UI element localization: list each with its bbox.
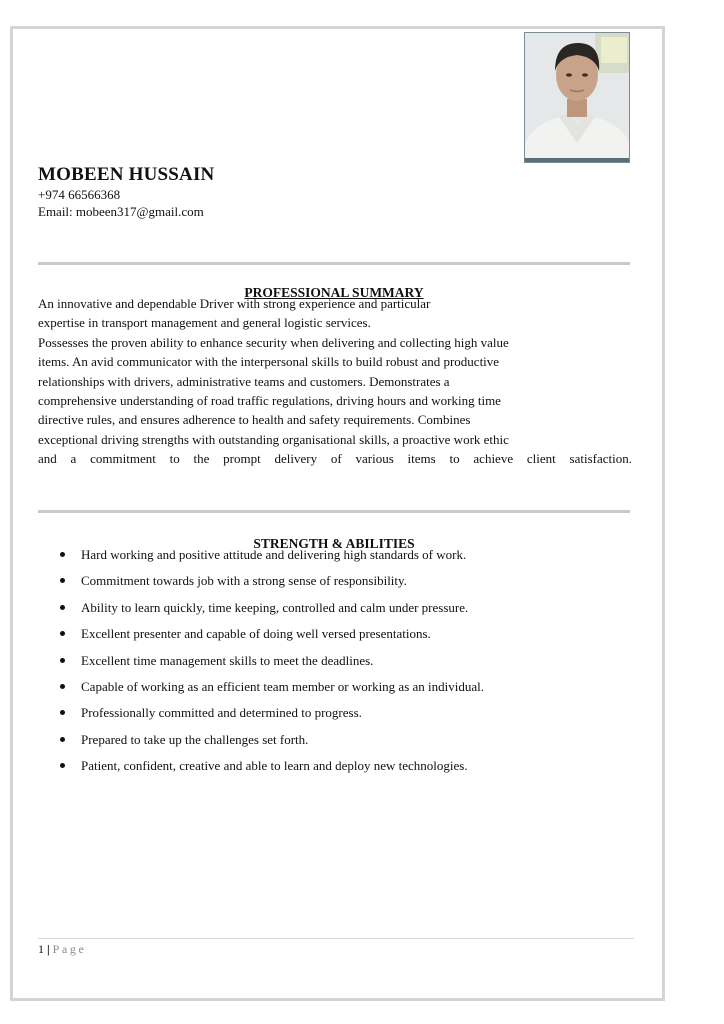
summary-line: directive rules, and ensures adherence to health and safety requirements. Combines (38, 412, 471, 428)
summary-line: expertise in transport management and general logistic services. (38, 315, 371, 331)
section-divider (38, 262, 630, 265)
page-number: 1 (38, 942, 44, 956)
page-label: Page (52, 942, 87, 956)
bullet-icon (60, 684, 65, 689)
summary-line: exceptional driving strengths with outstanding organisational skills, a proactive work ethic (38, 431, 509, 447)
summary-line: An innovative and dependable Driver with strong experience and particular (38, 296, 431, 311)
resume-header (38, 164, 214, 220)
list-item-text: Ability to learn quickly, time keeping, controlled and calm under pressure. (81, 599, 469, 615)
page-footer (38, 941, 86, 957)
email-address: Email: mobeen317@gmail.com (38, 204, 204, 219)
list-item (57, 731, 484, 757)
summary-line: and a commitment to the prompt delivery of various items to achieve client satisfaction. (38, 451, 632, 467)
person-photo-icon (525, 33, 629, 162)
summary-line: items. An avid communicator with the interpersonal skills to build robust and productive (38, 354, 500, 370)
list-item-text: Excellent presenter and capable of doing well versed presentations. (81, 626, 431, 642)
professional-summary (38, 294, 632, 469)
list-item-text: Patient, confident, creative and able to learn and deploy new technologies. (81, 758, 468, 774)
list-item-text: Excellent time management skills to meet the deadlines. (81, 652, 374, 668)
list-item-text: Prepared to take up the challenges set forth. (81, 731, 309, 747)
list-item-text: Commitment towards job with a strong sense of responsibility. (81, 573, 407, 589)
list-item (57, 757, 484, 783)
bullet-icon (60, 605, 65, 610)
bullet-icon (60, 552, 65, 557)
strengths-heading: STRENGTH & ABILITIES (253, 536, 415, 551)
phone-number: +974 66566368 (38, 187, 121, 202)
list-item (57, 652, 484, 678)
list-item (57, 704, 484, 730)
bullet-icon (60, 763, 65, 768)
list-item-text: Capable of working as an efficient team member or working as an individual. (81, 678, 484, 694)
footer-separator: | (47, 942, 50, 956)
candidate-name: MOBEEN HUSSAIN (38, 164, 215, 185)
list-item-text: Professionally committed and determined to progress. (81, 705, 362, 721)
bullet-icon (60, 710, 65, 715)
summary-line: comprehensive understanding of road traffic regulations, driving hours and working time (38, 393, 501, 409)
bullet-icon (60, 578, 65, 583)
list-item (57, 572, 484, 598)
bullet-icon (60, 737, 65, 742)
footer-divider (38, 938, 634, 939)
list-item (57, 625, 484, 651)
strengths-list (57, 546, 484, 784)
profile-photo (524, 32, 630, 163)
list-item (57, 546, 484, 572)
summary-line: Possesses the proven ability to enhance security when delivering and collecting high value (38, 334, 509, 350)
bullet-icon (60, 658, 65, 663)
summary-line: relationships with drivers, administrative teams and customers. Demonstrates a (38, 373, 450, 389)
list-item (57, 678, 484, 704)
bullet-icon (60, 631, 65, 636)
section-divider (38, 510, 630, 513)
list-item (57, 599, 484, 625)
list-item-text: Hard working and positive attitude and delivering high standards of work. (81, 547, 467, 562)
summary-heading-text: PROFESSIONAL SUMMARY (244, 285, 424, 300)
